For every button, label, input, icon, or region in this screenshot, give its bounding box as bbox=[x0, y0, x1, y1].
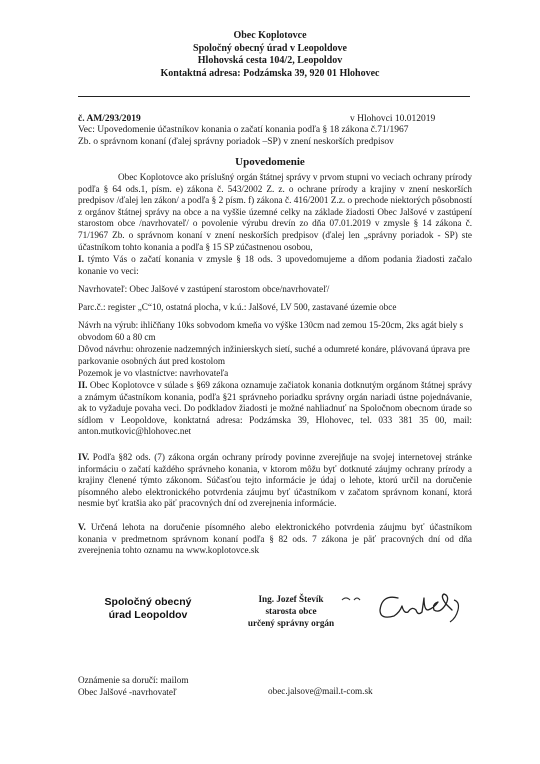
section-2 bbox=[78, 380, 472, 438]
subject-line-2: Zb. o správnom konaní (ďalej správny poriadok –SP) v znení neskorších predpisov bbox=[78, 137, 394, 147]
subject bbox=[78, 124, 478, 148]
signatory-role: starosta obce bbox=[265, 605, 317, 616]
land-owner: Pozemok je vo vlastníctve: navrhovateľa bbox=[78, 368, 229, 378]
recipient: Obec Jalšové -navrhovateľ bbox=[78, 687, 177, 697]
recipient-email: obec.jalsove@mail.t-com.sk bbox=[268, 686, 373, 696]
section-5-text: Určená lehota na doručenie písomného alebo elektronického potvrdenia záujmu byť účastníkom konania v predmetnom správnom konaní podľa § 82 ods. 7 zákona je päť pracovných dní od dňa zverejnenia tohto oznamu na www.koplotovce.sk bbox=[78, 522, 472, 556]
applicant: Navrhovateľ: Obec Jalšové v zastúpení starostom obce/navrhovateľ/ bbox=[78, 284, 330, 294]
proposal-reason: Dôvod návrhu: ohrozenie nadzemných inžinierskych sietí, suché a odumreté konáre, plávovaná úprava pre parkovanie osobných áut pred kostolom bbox=[78, 344, 470, 366]
delivery-note: Oznámenie sa doručí: mailom bbox=[78, 675, 189, 685]
section-5-number: V. bbox=[78, 522, 86, 532]
section-5 bbox=[78, 522, 472, 557]
reference-number: č. AM/293/2019 bbox=[78, 114, 141, 124]
letterhead-address: Hlohovská cesta 104/2, Leopoldov bbox=[197, 55, 343, 66]
office-stamp bbox=[88, 596, 208, 622]
letterhead-contact-address: Kontaktná adresa: Podzámska 39, 920 01 Hlohovec bbox=[160, 67, 380, 79]
section-4-number: IV. bbox=[78, 452, 90, 462]
handwritten-signature bbox=[340, 588, 470, 628]
letterhead bbox=[0, 30, 540, 80]
felling-proposal: Návrh na výrub: ihličňany 10ks sobvodom kmeňa vo výške 130cm nad zemou 15-20cm, 2ks agát biely s obvodom 60 a 80 cm bbox=[78, 320, 464, 342]
section-1 bbox=[78, 254, 472, 277]
signatory-authority: určený správny orgán bbox=[247, 617, 335, 628]
section-1-number: I. bbox=[78, 254, 84, 264]
parcel: Parc.č.: register „C“10, ostatná plocha, v k.ú.: Jalšové, LV 500, zastavané územie obce bbox=[78, 302, 397, 312]
signatory-name: Ing. Jozef Števík bbox=[258, 594, 324, 604]
stamp-line-1: Spoločný obecný bbox=[104, 596, 192, 608]
header-divider bbox=[78, 96, 470, 97]
subject-line-1: Vec: Upovedomenie účastníkov konania o začatí konania podľa § 18 zákona č.71/1967 bbox=[78, 125, 409, 135]
section-1-text: týmto Vás o začatí konania v zmysle § 18 ods. 3 upovedomujeme a dňom podania žiadosti začalo konanie vo veci: bbox=[78, 254, 472, 276]
letterhead-municipality: Obec Koplotovce bbox=[233, 30, 307, 41]
stamp-line-2: úrad Leopoldov bbox=[108, 609, 188, 621]
signatory bbox=[236, 594, 346, 629]
section-2-text: Obec Koplotovce v súlade s §69 zákona oznamuje začiatok konania dotknutým orgánom štátnej správy a známym účastníkom konania, podľa §21 správneho poriadku správny orgán nariadi ústne pojednávanie, ak to vyžaduje povaha veci. Do podkladov žiadosti je možné nahliadnuť na Spoločnom obecnom úrade so sídlom v Leopoldove, konktatná adresa: Podzámska 39, Hlohovec, tel. 033 381 35 00, mail: anton.mutkovic@hlohovec.net bbox=[78, 380, 472, 437]
document-date: v Hlohovci 10.012019 bbox=[350, 114, 436, 124]
document-title: Upovedomenie bbox=[235, 156, 305, 168]
intro-paragraph: Obec Koplotovce ako príslušný orgán štátnej správy v prvom stupni vo veciach ochrany prírody podľa § 64 ods.1, písm. e) zákona č. 543/2002 Z. z. o ochrane prírody a krajiny v znení neskorších predpisov /ďalej len zákon/ a podľa § 2 písm. f) zákona č. 416/2001 Z.z. o prechode niektorých pôsobností z orgánov štátnej správy na obce a na vyššie územné celky na základe žiadosti Obec Jalšové v zastúpení starostom obce /navrhovateľ/ o povolenie výrubu drevín zo dňa 07.01.2019 v zmysle § 14 zákona č. 71/1967 Zb. o správnom konaní v znení neskorších predpisov (ďalej len „správny poriadok - SP) ste účastníkom tohto konania a podľa § 15 SP zúčastnenou osobou, bbox=[78, 172, 472, 252]
section-4 bbox=[78, 452, 472, 510]
section-2-number: II. bbox=[78, 380, 88, 390]
letterhead-office: Spoločný obecný úrad v Leopoldove bbox=[193, 42, 347, 54]
section-4-text: Podľa §82 ods. (7) zákona orgán ochrany prírody povinne zverejňuje na svojej internetovej stránke informáciu o začatí každého správneho konania, v ktorom môžu byť dotknuté záujmy ochrany prírody a krajiny členené týmto zákonom. Súčasťou tejto informácie je údaj o lehote, ktorú určil na doručenie písomného alebo elektronického potvrdenia záujmu byť účastníkom v začatom správnom konaní, ktorá nesmie byť kratšia ako päť pracovných dní od zverejnenia informácie. bbox=[78, 452, 472, 509]
